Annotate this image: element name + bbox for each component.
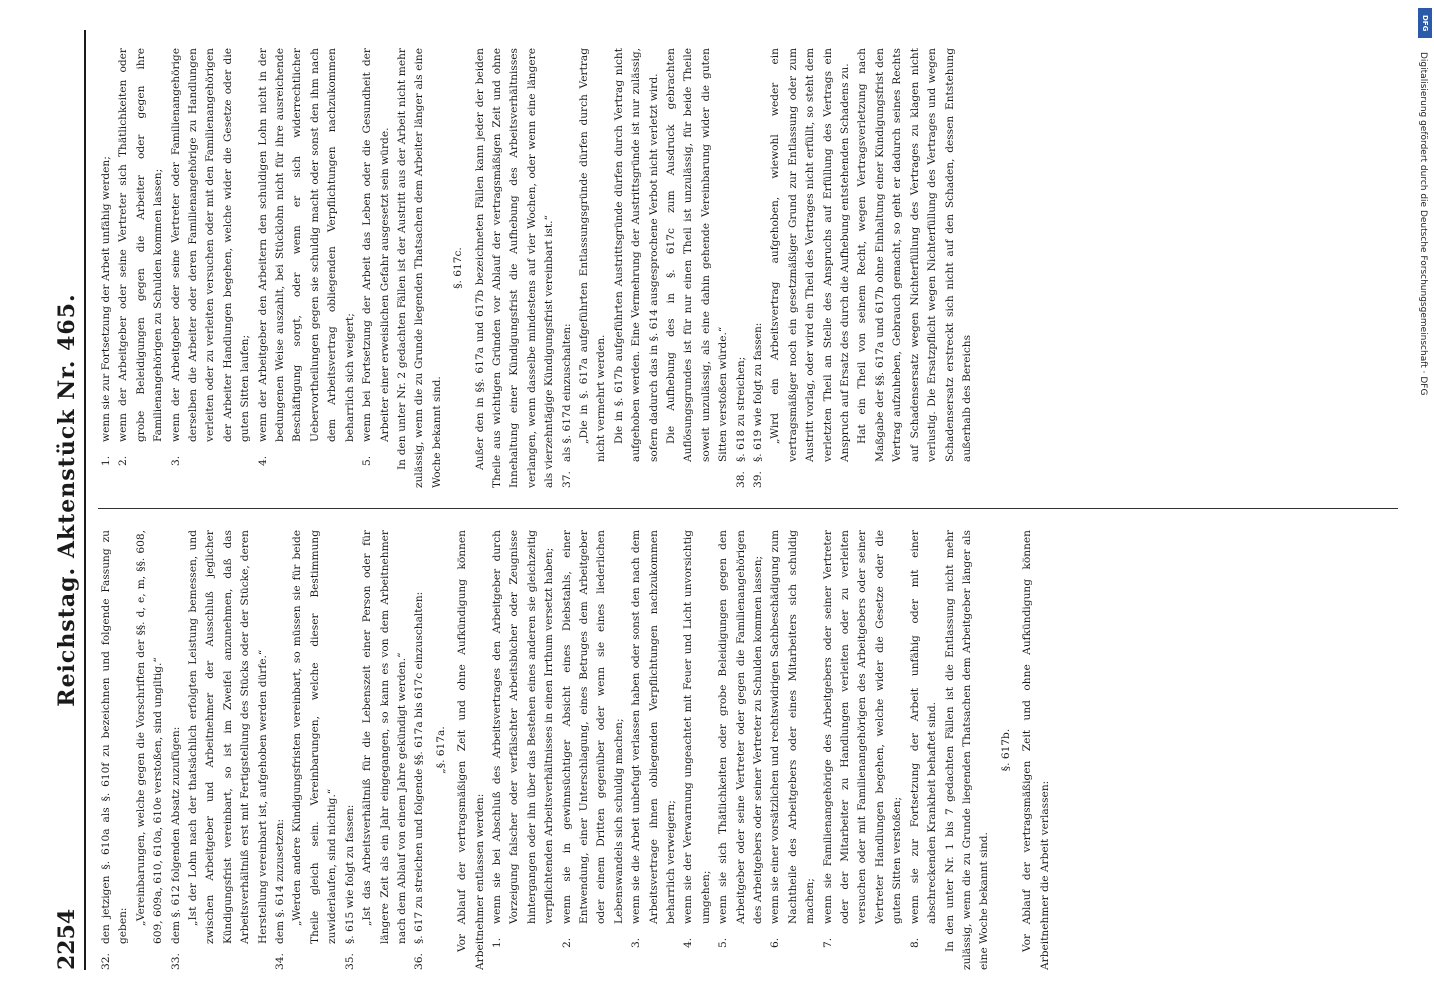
clause-4 — [255, 48, 359, 488]
item-37 — [559, 48, 733, 488]
item-text: §. 618 zu streichen; — [734, 356, 747, 462]
running-title: Reichstag. Aktenstück Nr. 465. — [54, 293, 80, 707]
section-intro: Vor Ablauf der vertragsmäßigen Zeit und ohne Aufkündigung können Arbeitnehmer entlassen werden: — [456, 530, 486, 970]
clause-8 — [907, 530, 942, 970]
page-number: 2254 — [54, 908, 80, 970]
quoted-text: „Wird ein Arbeitsvertrag aufgehoben, wiewohl weder ein vertragsmäßiger noch ein gesetzmäßiger Grund zur Entlassung oder zum Austritt vorlag, oder wird ein Theil des Vertrages nicht erfüllt, so steht dem verletzten Theil an Stelle des Anspruchs auf Erfüllung des Vertrags ein Anspruch auf Ersatz des durch die Aufhebung entstehenden Schadens zu. — [769, 48, 852, 462]
clause-2 — [559, 530, 629, 970]
clause-number: 2. — [117, 455, 130, 466]
item-text: §. 619 wie folgt zu fassen: — [752, 322, 765, 462]
item-number: 38. — [734, 471, 747, 488]
dfg-logo-icon: DFG — [1418, 8, 1432, 38]
item-36 — [411, 530, 428, 970]
clause-number: 8. — [908, 937, 921, 948]
clause-5 — [359, 48, 394, 488]
item-text: dem §. 612 folgenden Absatz zuzufügen: — [169, 726, 182, 944]
section-heading-617b: §. 617b. — [999, 728, 1012, 772]
item-text: den jetzigen §. 610a als §. 610f zu bezeichnen und folgende Fassung zu geben: — [100, 530, 130, 944]
clause-followup: In den unter Nr. 1 bis 7 gedachten Fällen ist die Entlassung nicht mehr zulässig, wenn die zu Grunde liegenden Thatsachen dem Arbeitgeber länger als eine Woche bekannt sind. — [943, 530, 991, 970]
section-intro: Vor Ablauf der vertragsmäßigen Zeit und ohne Aufkündigung können Arbeitnehmer die Arbeit verlassen: — [1021, 530, 1051, 970]
clause-text: wenn sie bei Abschluß des Arbeitsvertrages den Arbeitgeber durch Vorzeigung falscher oder verfälschter Arbeitsbücher oder Zeugnisse hintergangen oder ihn über das Bestehen eines anderen sie gleichzeitig verpflichtenden Arbeitsverhältnisses in einen Irrthum versetzt haben; — [490, 530, 556, 924]
clause-1 — [98, 48, 115, 488]
attribution-strip — [1418, 44, 1430, 396]
item-text: §. 617 zu streichen und folgende §§. 617a bis 617c einzuschalten: — [413, 591, 426, 944]
page-header — [18, 30, 82, 970]
column-divider — [98, 508, 1398, 509]
quoted-text: „Vereinbarungen, welche gegen die Vorschriften der §§. d, e, m, §§. 608, 609, 609a, 610, 610a, 610e verstoßen, sind ungiltig.“ — [134, 530, 165, 944]
item-39 — [750, 48, 976, 488]
quoted-text: Die Aufhebung des in §. 617c zum Ausdruck gebrachten Auflösungsgrundes ist für nur einen Theil ist unzulässig, für beide Theile soweit unzulässig, als eine dahin gehende Vereinbarung wider die guten Sitten verstoßen würde.“ — [665, 48, 730, 462]
clause-text: wenn sie der Verwarnung ungeachtet mit Feuer und Licht unvorsichtig umgehen; — [682, 530, 712, 924]
clause-followup: In den unter Nr. 2 gedachten Fällen ist der Austritt aus der Arbeit nicht mehr zulässig, wenn die zu Grunde liegenden Thatsachen dem Arbeiter länger als eine Woche bekannt sind. — [395, 48, 443, 488]
left-column — [98, 530, 1398, 970]
item-33 — [168, 530, 272, 970]
right-column — [98, 48, 1398, 488]
clause-number: 5. — [361, 455, 374, 466]
clause-number: 5. — [717, 937, 730, 948]
header-rule — [84, 30, 86, 970]
quoted-text: „Ist der Lohn nach der thatsächlich erfolgten Leistung bemessen, und zwischen Arbeitgeber und Arbeitnehmer der Ausschluß jeglicher Kündigungsfrist vereinbart, so ist im Zweifel anzunehmen, daß das Arbeitsverhältniß erst mit Fertigstellung des Stücks oder der Stücke, deren Herstellung vereinbart ist, aufgehoben werden dürfe.“ — [187, 530, 269, 944]
clause-text: wenn sie einer vorsätzlichen und rechtswidrigen Sachbeschädigung zum Nachtheile des Arbeitgebers oder eines Mitarbeiters sich schuldig machen; — [769, 530, 817, 924]
item-number: 36. — [413, 953, 426, 970]
clause-text: wenn sie in gewinnsüchtiger Absicht eines Diebstahls, einer Entwendung, einer Unterschlagung, eines Betruges dem Arbeitgeber oder einem Dritten gegenüber oder wenn sie eines liederlichen Lebenswandels sich schuldig machen; — [560, 530, 625, 924]
clause-7 — [820, 530, 907, 970]
page-content — [18, 30, 1404, 970]
item-text: als §. 617d einzuschalten: — [560, 323, 573, 462]
text-columns — [98, 30, 1398, 970]
item-number: 33. — [169, 953, 182, 970]
clause-text: wenn sie zur Fortsetzung der Arbeit unfähig werden; — [100, 156, 112, 442]
quoted-text: Hat ein Theil von seinem Recht, wegen Vertragsverletzung nach Maßgabe der §§. 617a und 617b ohne Einhaltung einer Kündigungsfrist den Vertrag aufzuheben, Gebrauch gemacht, so geht er dadurch seines Rechts auf Schadensersatz wegen Nichterfüllung des Vertrages zu klagen nicht verlustig. Die Ersatzpflicht wegen Nichterfüllung des Vertrages und wegen Schadensersatz erstreckt sich nicht auf den Schaden, dessen Entstehung außerhalb des Bereichs — [856, 48, 973, 462]
clause-3 — [168, 48, 255, 488]
item-text: §. 615 wie folgt zu fassen: — [343, 804, 356, 944]
quoted-text: „Ist das Arbeitsverhältniß für die Lebenszeit einer Person oder für längere Zeit als ein Jahr eingegangen, so kann es von dem Arbeitnehmer nach dem Ablauf von einem Jahre gekündigt werden.“ — [361, 530, 408, 944]
quoted-text: Die in §. 617b aufgeführten Austrittsgründe dürfen durch Vertrag nicht aufgehoben werden. Eine Vermehrung der Austrittsgründe ist nur zulässig, sofern dadurch das in §. 614 ausgesprochene Verbot nicht verletzt wird. — [612, 48, 660, 462]
item-number: 37. — [560, 471, 573, 488]
clause-text: wenn der Arbeitgeber oder seine Vertreter sich Thätlichkeiten oder grobe Beleidigungen gegen die Arbeiter oder gegen ihre Familienangehörigen zu Schulden kommen lassen; — [117, 48, 165, 442]
clause-1 — [489, 530, 559, 970]
clause-3 — [628, 530, 680, 970]
clause-5 — [715, 530, 767, 970]
clause-text: wenn sie die Arbeit unbefugt verlassen haben oder sonst den nach dem Arbeitsvertrage ihnen obliegenden Verpflichtungen nachzukommen beharrlich verweigern; — [630, 530, 677, 924]
attribution-text: Digitalisierung gefördert durch die Deutsche Forschungsgemeinschaft · DFG — [1418, 52, 1428, 396]
section-heading-617a: „§. 617a. — [434, 726, 447, 774]
item-number: 39. — [752, 471, 765, 488]
clause-text: wenn bei Fortsetzung der Arbeit das Leben oder die Gesundheit der Arbeiter einer erweislichen Gefahr ausgesetzt sein würde. — [361, 48, 391, 442]
item-34 — [272, 530, 342, 970]
item-number: 35. — [343, 953, 356, 970]
item-text: dem §. 614 zuzusetzen: — [274, 818, 287, 944]
clause-number: 3. — [630, 937, 643, 948]
clause-text: wenn der Arbeitgeber oder seine Vertreter oder Familienangehörige derselben die Arbeiter oder deren Familienangehörige zu Handlungen verleiten oder zu verleiten versuchen oder mit den Familienangehörigen der Arbeiter Handlungen begehen, welche wider die Gesetze oder die guten Sitten laufen; — [169, 48, 252, 442]
section-heading-617c: §. 617c. — [452, 247, 465, 289]
clause-4 — [680, 530, 715, 970]
clause-number: 6. — [769, 937, 782, 948]
item-35 — [342, 530, 412, 970]
clause-number: 4. — [682, 937, 695, 948]
clause-number: 4. — [256, 455, 269, 466]
clause-number: 2. — [560, 937, 573, 948]
clause-text: wenn sie zur Fortsetzung der Arbeit unfähig oder mit einer abschreckenden Krankheit behaftet sind. — [908, 530, 939, 924]
item-number: 32. — [100, 953, 112, 970]
clause-2 — [115, 48, 167, 488]
clause-number: 3. — [169, 455, 182, 466]
item-38 — [733, 48, 750, 488]
clause-text: wenn sie Familienangehörige des Arbeitgebers oder seiner Vertreter oder der Mitarbeiter zu Handlungen verleiten oder zu verleiten versuchen oder mit Familienangehörigen des Arbeitgebers oder seiner Vertreter Handlungen begehen, welche wider die Gesetze oder die guten Sitten verstoßen; — [821, 530, 904, 924]
clause-number: 7. — [821, 937, 834, 948]
clause-text: wenn der Arbeitgeber den Arbeitern den schuldigen Lohn nicht in der bedungenen Weise auszahlt, bei Stücklohn nicht für ihre ausreichende Beschäftigung sorgt, oder wenn er sich widerrechtlicher Uebervortheilungen gegen sie schuldig macht oder sonst den ihm nach dem Arbeitsvertrag obliegenden Verpflichtungen nachzukommen beharrlich sich weigert; — [256, 48, 356, 442]
item-32 — [98, 530, 168, 970]
clause-6 — [767, 530, 819, 970]
clause-text: wenn sie sich Thätlichkeiten oder grobe Beleidigungen gegen den Arbeitgeber oder seine Vertreter oder gegen die Familienangehörigen des Arbeitgebers oder seiner Vertreter zu Schulden kommen lassen; — [717, 530, 765, 924]
quoted-text: „Die in §. 617a aufgeführten Entlassungsgründe dürfen durch Vertrag nicht vermehrt werden. — [577, 48, 608, 462]
item-number: 34. — [274, 953, 287, 970]
section-text: Außer den in §§. 617a und 617b bezeichneten Fällen kann jeder der beiden Theile aus wichtigen Gründen vor Ablauf der vertragsmäßigen Zeit und ohne Innehaltung einer Kündigungsfrist die Aufhebung des Arbeitsverhältnisses verlangen, wenn dasselbe mindestens auf vier Wochen, oder wenn eine längere als vierzehntägige Kündigungsfrist vereinbart ist.“ — [473, 48, 556, 488]
clause-number: 1. — [490, 937, 503, 948]
clause-number: 1. — [100, 455, 112, 466]
quoted-text: „Werden andere Kündigungsfristen vereinbart, so müssen sie für beide Theile gleich sein. Vereinbarungen, welche dieser Bestimmung zuwiderlaufen, sind nichtig.“ — [291, 530, 339, 944]
